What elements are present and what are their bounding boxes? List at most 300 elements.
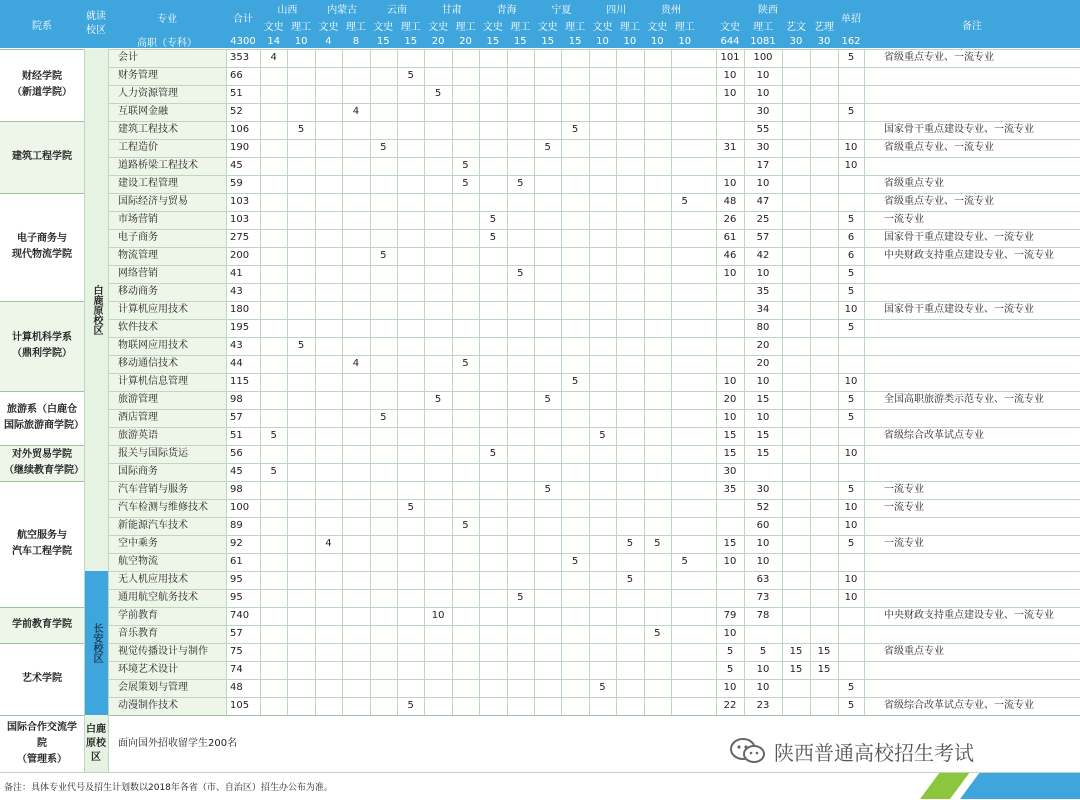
plan-count: 5 bbox=[380, 142, 387, 153]
major-note bbox=[884, 553, 1074, 571]
watermark bbox=[728, 733, 974, 769]
plan-count: 15 bbox=[817, 646, 831, 657]
major-name: 环境艺术设计 bbox=[118, 664, 178, 675]
plan-count: 5 bbox=[847, 484, 855, 495]
total-count: 200 bbox=[230, 250, 250, 261]
header-note: 备注 bbox=[864, 0, 1080, 48]
plan-count: 15 bbox=[756, 430, 770, 441]
header-subject-count: 20 bbox=[424, 34, 451, 48]
plan-count: 5 bbox=[759, 646, 767, 657]
total-count: 103 bbox=[230, 196, 250, 207]
header-subject: 文史 bbox=[424, 17, 451, 34]
campus-label: 白鹿原校区 bbox=[84, 49, 108, 571]
plan-count: 10 bbox=[844, 574, 858, 585]
total-count: 45 bbox=[230, 160, 243, 171]
header-subject-count: 20 bbox=[452, 34, 479, 48]
major-note bbox=[884, 157, 1074, 175]
total-count: 59 bbox=[230, 178, 243, 189]
major-name: 无人机应用技术 bbox=[118, 574, 188, 585]
header-dept: 院系 bbox=[0, 0, 84, 48]
plan-count: 10 bbox=[756, 664, 770, 675]
header-subject: 理工 bbox=[561, 17, 588, 34]
major-note bbox=[884, 337, 1074, 355]
plan-count: 100 bbox=[753, 52, 773, 63]
major-note: 一流专业 bbox=[884, 538, 924, 549]
campus-label: 长安校区 bbox=[84, 571, 108, 715]
plan-count: 5 bbox=[626, 574, 634, 585]
header-province: 内蒙古 bbox=[315, 0, 370, 17]
department-name: 计算机科学系 （鼎利学院） bbox=[12, 332, 72, 359]
table-row bbox=[0, 661, 1080, 679]
wechat-icon bbox=[728, 736, 768, 766]
major-name: 旅游英语 bbox=[118, 430, 158, 441]
table-row bbox=[0, 157, 1080, 175]
plan-count: 10 bbox=[756, 70, 770, 81]
major-note bbox=[884, 589, 1074, 607]
major-note: 国家骨干重点建设专业、一流专业 bbox=[884, 304, 1034, 315]
major-note bbox=[884, 283, 1074, 301]
major-name: 物联网应用技术 bbox=[118, 340, 188, 351]
total-count: 100 bbox=[230, 502, 250, 513]
major-name: 财务管理 bbox=[118, 70, 158, 81]
plan-count: 10 bbox=[756, 178, 770, 189]
plan-count: 5 bbox=[544, 142, 551, 153]
plan-count: 80 bbox=[756, 322, 770, 333]
header-subject: 理工 bbox=[342, 17, 369, 34]
plan-count: 5 bbox=[599, 682, 606, 693]
total-count: 56 bbox=[230, 448, 243, 459]
total-count: 105 bbox=[230, 700, 250, 711]
major-name: 学前教育 bbox=[118, 610, 158, 621]
table-row bbox=[0, 355, 1080, 373]
plan-count: 10 bbox=[723, 376, 737, 387]
department-name: 电子商务与 现代物流学院 bbox=[12, 233, 72, 260]
intl-note: 面向国外招收留学生200名 bbox=[118, 737, 238, 749]
major-note bbox=[884, 445, 1074, 463]
major-name: 物流管理 bbox=[118, 250, 158, 261]
table-row bbox=[0, 67, 1080, 85]
major-name: 空中乘务 bbox=[118, 538, 158, 549]
table-row bbox=[0, 391, 1080, 409]
major-note bbox=[884, 355, 1074, 373]
table-row bbox=[0, 571, 1080, 589]
major-note: 省级重点专业、一流专业 bbox=[884, 142, 994, 153]
plan-count: 15 bbox=[723, 448, 737, 459]
total-count: 92 bbox=[230, 538, 243, 549]
header-subject-count: 15 bbox=[479, 34, 506, 48]
table-row bbox=[0, 103, 1080, 121]
header-province: 宁夏 bbox=[534, 0, 589, 17]
plan-count: 5 bbox=[434, 88, 442, 99]
major-note bbox=[884, 265, 1074, 283]
plan-count: 10 bbox=[723, 70, 737, 81]
plan-count: 30 bbox=[756, 142, 770, 153]
total-count: 52 bbox=[230, 106, 243, 117]
total-count: 353 bbox=[230, 52, 250, 63]
plan-count: 10 bbox=[431, 610, 445, 621]
header-subject-count: 14 bbox=[260, 34, 287, 48]
total-count: 98 bbox=[230, 394, 243, 405]
plan-count: 10 bbox=[756, 268, 770, 279]
header-province: 云南 bbox=[370, 0, 425, 17]
plan-count: 10 bbox=[844, 502, 858, 513]
total-count: 190 bbox=[230, 142, 250, 153]
table-row bbox=[0, 121, 1080, 139]
plan-count: 20 bbox=[756, 358, 770, 369]
plan-count: 10 bbox=[756, 412, 770, 423]
plan-count: 46 bbox=[723, 250, 737, 261]
plan-count: 4 bbox=[325, 538, 332, 549]
total-count: 740 bbox=[230, 610, 250, 621]
header-subject-count: 1081 bbox=[744, 34, 782, 48]
major-name: 国际商务 bbox=[118, 466, 158, 477]
plan-count: 10 bbox=[756, 682, 770, 693]
total-count: 57 bbox=[230, 628, 243, 639]
total-count: 74 bbox=[230, 664, 243, 675]
plan-count: 10 bbox=[723, 178, 737, 189]
total-count: 43 bbox=[230, 286, 243, 297]
plan-count: 10 bbox=[844, 520, 858, 531]
major-note: 国家骨干重点建设专业、一流专业 bbox=[884, 124, 1034, 135]
table-row bbox=[0, 283, 1080, 301]
header-major: 专业 bbox=[108, 0, 226, 34]
intl-campus: 白鹿原校区 bbox=[84, 715, 108, 772]
header-subject-count: 4 bbox=[315, 34, 342, 48]
total-count: 61 bbox=[230, 556, 243, 567]
major-note bbox=[884, 85, 1074, 103]
total-count: 98 bbox=[230, 484, 243, 495]
plan-count: 31 bbox=[723, 142, 737, 153]
plan-count: 5 bbox=[407, 502, 414, 513]
header-total-sub: 4300 bbox=[226, 34, 260, 48]
table-row bbox=[0, 427, 1080, 445]
header-major-sub: 高职（专科） bbox=[108, 34, 226, 48]
major-note: 省级综合改革试点专业、一流专业 bbox=[884, 700, 1034, 711]
plan-count: 10 bbox=[723, 412, 737, 423]
table-row bbox=[0, 265, 1080, 283]
plan-count: 22 bbox=[723, 700, 737, 711]
plan-count: 78 bbox=[756, 610, 770, 621]
header-subject: 文史 bbox=[644, 17, 671, 34]
plan-count: 5 bbox=[847, 538, 855, 549]
table-row bbox=[0, 607, 1080, 625]
plan-count: 5 bbox=[726, 664, 734, 675]
plan-count: 35 bbox=[723, 484, 737, 495]
department-name: 旅游系（白鹿仓 国际旅游商学院） bbox=[4, 404, 84, 431]
major-name: 音乐教育 bbox=[118, 628, 158, 639]
plan-count: 5 bbox=[847, 322, 855, 333]
table-row bbox=[0, 463, 1080, 481]
plan-count: 5 bbox=[847, 52, 855, 63]
plan-count: 6 bbox=[847, 232, 855, 243]
total-count: 44 bbox=[230, 358, 243, 369]
table-row bbox=[0, 301, 1080, 319]
table-row bbox=[0, 535, 1080, 553]
header-province: 贵州 bbox=[644, 0, 699, 17]
table-row bbox=[0, 193, 1080, 211]
plan-count: 48 bbox=[723, 196, 737, 207]
header-subject: 艺理 bbox=[810, 17, 838, 34]
header-subject: 文史 bbox=[589, 17, 616, 34]
department-name: 学前教育学院 bbox=[12, 619, 72, 630]
plan-count: 5 bbox=[407, 700, 414, 711]
header-danzhao-count: 162 bbox=[838, 34, 864, 48]
major-name: 计算机信息管理 bbox=[118, 376, 188, 387]
plan-count: 5 bbox=[489, 214, 497, 225]
header-province: 青海 bbox=[479, 0, 534, 17]
plan-count: 26 bbox=[723, 214, 737, 225]
header-subject-count: 30 bbox=[782, 34, 810, 48]
plan-count: 55 bbox=[756, 124, 770, 135]
table-row bbox=[0, 229, 1080, 247]
major-note: 省级重点专业、一流专业 bbox=[884, 52, 994, 63]
header-subject: 文史 bbox=[479, 17, 506, 34]
header-province: 甘肃 bbox=[424, 0, 479, 17]
header-province: 陕西 bbox=[716, 0, 820, 17]
total-count: 95 bbox=[230, 592, 243, 603]
plan-count: 20 bbox=[756, 340, 770, 351]
plan-count: 79 bbox=[723, 610, 737, 621]
plan-count: 5 bbox=[654, 538, 661, 549]
total-count: 195 bbox=[230, 322, 250, 333]
table-row bbox=[0, 697, 1080, 715]
plan-count: 5 bbox=[297, 124, 305, 135]
major-name: 电子商务 bbox=[118, 232, 158, 243]
major-name: 国际经济与贸易 bbox=[118, 196, 188, 207]
plan-count: 4 bbox=[352, 358, 360, 369]
total-count: 75 bbox=[230, 646, 243, 657]
major-note: 中央财政支持重点建设专业、一流专业 bbox=[884, 610, 1054, 621]
major-name: 汽车检测与维修技术 bbox=[118, 502, 208, 513]
major-name: 航空物流 bbox=[118, 556, 158, 567]
plan-count: 25 bbox=[756, 214, 770, 225]
major-name: 动漫制作技术 bbox=[118, 700, 178, 711]
header-province: 山西 bbox=[260, 0, 315, 17]
table-row bbox=[0, 679, 1080, 697]
plan-count: 10 bbox=[844, 304, 858, 315]
plan-count: 35 bbox=[756, 286, 770, 297]
plan-count: 5 bbox=[847, 268, 855, 279]
plan-count: 30 bbox=[723, 466, 737, 477]
header-total: 合计 bbox=[226, 0, 260, 34]
header-subject: 理工 bbox=[616, 17, 643, 34]
plan-count: 5 bbox=[847, 682, 855, 693]
plan-count: 10 bbox=[756, 538, 770, 549]
header-subject: 理工 bbox=[744, 17, 782, 34]
department-name: 航空服务与 汽车工程学院 bbox=[12, 530, 72, 557]
plan-count: 101 bbox=[720, 52, 740, 63]
major-name: 软件技术 bbox=[118, 322, 158, 333]
major-name: 人力资源管理 bbox=[118, 88, 178, 99]
plan-count: 5 bbox=[517, 268, 524, 279]
total-count: 41 bbox=[230, 268, 243, 279]
header-subject-count: 10 bbox=[616, 34, 643, 48]
plan-count: 5 bbox=[270, 430, 277, 441]
plan-count: 20 bbox=[723, 394, 737, 405]
table-row bbox=[0, 49, 1080, 67]
total-count: 51 bbox=[230, 88, 243, 99]
plan-count: 5 bbox=[489, 448, 497, 459]
plan-count: 10 bbox=[844, 160, 858, 171]
major-note bbox=[884, 679, 1074, 697]
major-name: 视觉传播设计与制作 bbox=[118, 646, 208, 657]
total-count: 51 bbox=[230, 430, 243, 441]
major-name: 建设工程管理 bbox=[118, 178, 178, 189]
major-note bbox=[884, 463, 1074, 481]
header-subject: 艺文 bbox=[782, 17, 810, 34]
table-row bbox=[0, 553, 1080, 571]
header-danzhao: 单招 bbox=[838, 0, 864, 34]
table-row bbox=[0, 499, 1080, 517]
header-subject-count: 15 bbox=[534, 34, 561, 48]
header-subject: 理工 bbox=[452, 17, 479, 34]
plan-count: 10 bbox=[756, 376, 770, 387]
major-note bbox=[884, 517, 1074, 535]
major-name: 网络营销 bbox=[118, 268, 158, 279]
plan-count: 10 bbox=[844, 448, 858, 459]
header-subject-count: 10 bbox=[644, 34, 671, 48]
plan-count: 15 bbox=[817, 664, 831, 675]
footnote: 备注：具体专业代号及招生计划数以2018年各省（市、自治区）招生办公布为准。 bbox=[0, 772, 1080, 800]
major-note bbox=[884, 319, 1074, 337]
major-note bbox=[884, 661, 1074, 679]
plan-count: 47 bbox=[756, 196, 770, 207]
table-row bbox=[0, 319, 1080, 337]
plan-count: 5 bbox=[654, 628, 661, 639]
table-row bbox=[0, 211, 1080, 229]
major-name: 市场营销 bbox=[118, 214, 158, 225]
plan-count: 5 bbox=[847, 286, 855, 297]
major-name: 建筑工程技术 bbox=[118, 124, 178, 135]
major-name: 会计 bbox=[118, 52, 138, 63]
table-row bbox=[0, 85, 1080, 103]
department-name: 财经学院 （新道学院） bbox=[12, 71, 72, 98]
header-subject-count: 15 bbox=[370, 34, 397, 48]
major-note bbox=[884, 103, 1074, 121]
plan-count: 5 bbox=[626, 538, 634, 549]
plan-count: 73 bbox=[756, 592, 770, 603]
header-subject-count: 30 bbox=[810, 34, 838, 48]
table-row bbox=[0, 175, 1080, 193]
header-subject: 文史 bbox=[260, 17, 287, 34]
plan-count: 5 bbox=[462, 358, 469, 369]
plan-count: 5 bbox=[462, 520, 469, 531]
plan-count: 5 bbox=[434, 394, 442, 405]
header-subject-count: 10 bbox=[589, 34, 616, 48]
header-subject: 文史 bbox=[534, 17, 561, 34]
department-name: 对外贸易学院 （继续教育学院） bbox=[4, 449, 84, 476]
total-count: 57 bbox=[230, 412, 243, 423]
major-name: 互联网金融 bbox=[118, 106, 168, 117]
header-subject: 理工 bbox=[287, 17, 314, 34]
major-name: 报关与国际货运 bbox=[118, 448, 188, 459]
table-row bbox=[0, 247, 1080, 265]
header-subject-count: 644 bbox=[716, 34, 744, 48]
total-count: 89 bbox=[230, 520, 243, 531]
plan-count: 4 bbox=[270, 52, 277, 63]
plan-count: 5 bbox=[847, 394, 855, 405]
plan-count: 5 bbox=[847, 412, 855, 423]
plan-count: 57 bbox=[756, 232, 770, 243]
major-note bbox=[884, 409, 1074, 427]
plan-count: 5 bbox=[297, 340, 305, 351]
plan-count: 5 bbox=[571, 376, 579, 387]
plan-count: 6 bbox=[847, 250, 855, 261]
major-note: 中央财政支持重点建设专业、一流专业 bbox=[884, 250, 1054, 261]
table-row bbox=[0, 589, 1080, 607]
total-count: 66 bbox=[230, 70, 243, 81]
plan-count: 4 bbox=[352, 106, 360, 117]
plan-count: 5 bbox=[847, 214, 855, 225]
major-note bbox=[884, 373, 1074, 391]
header-subject-count: 15 bbox=[561, 34, 588, 48]
intl-department: 国际合作交流学院 （管理系） bbox=[7, 721, 77, 765]
plan-count: 5 bbox=[517, 592, 524, 603]
plan-count: 63 bbox=[756, 574, 770, 585]
major-name: 酒店管理 bbox=[118, 412, 158, 423]
major-note bbox=[884, 67, 1074, 85]
total-count: 95 bbox=[230, 574, 243, 585]
plan-count: 10 bbox=[844, 376, 858, 387]
major-name: 工程造价 bbox=[118, 142, 158, 153]
plan-count: 5 bbox=[380, 250, 387, 261]
plan-count: 34 bbox=[756, 304, 770, 315]
major-name: 道路桥梁工程技术 bbox=[118, 160, 198, 171]
total-count: 180 bbox=[230, 304, 250, 315]
total-count: 275 bbox=[230, 232, 250, 243]
plan-count: 15 bbox=[789, 646, 803, 657]
plan-count: 5 bbox=[544, 484, 551, 495]
major-note: 国家骨干重点建设专业、一流专业 bbox=[884, 232, 1034, 243]
header-subject-count: 10 bbox=[287, 34, 314, 48]
plan-count: 60 bbox=[756, 520, 770, 531]
plan-count: 10 bbox=[723, 88, 737, 99]
major-note: 一流专业 bbox=[884, 214, 924, 225]
plan-count: 5 bbox=[571, 556, 579, 567]
plan-count: 5 bbox=[681, 196, 688, 207]
table-row bbox=[0, 481, 1080, 499]
plan-count: 23 bbox=[756, 700, 770, 711]
plan-count: 10 bbox=[844, 142, 858, 153]
major-name: 计算机应用技术 bbox=[118, 304, 188, 315]
header-subject: 文史 bbox=[315, 17, 342, 34]
table-row bbox=[0, 139, 1080, 157]
header-province: 四川 bbox=[589, 0, 644, 17]
plan-count: 5 bbox=[380, 412, 387, 423]
major-note bbox=[884, 625, 1074, 643]
plan-count: 10 bbox=[723, 628, 737, 639]
plan-count: 52 bbox=[756, 502, 770, 513]
header-subject: 文史 bbox=[716, 17, 744, 34]
plan-count: 5 bbox=[270, 466, 277, 477]
header-subject: 理工 bbox=[397, 17, 424, 34]
major-note: 省级综合改革试点专业 bbox=[884, 430, 984, 441]
plan-count: 15 bbox=[789, 664, 803, 675]
major-note: 省级重点专业 bbox=[884, 178, 944, 189]
total-count: 48 bbox=[230, 682, 243, 693]
department-name: 建筑工程学院 bbox=[12, 151, 72, 162]
plan-count: 5 bbox=[489, 232, 497, 243]
plan-count: 30 bbox=[756, 106, 770, 117]
plan-count: 10 bbox=[723, 556, 737, 567]
plan-count: 42 bbox=[756, 250, 770, 261]
major-name: 新能源汽车技术 bbox=[118, 520, 188, 531]
major-name: 汽车营销与服务 bbox=[118, 484, 188, 495]
plan-count: 5 bbox=[544, 394, 551, 405]
plan-count: 10 bbox=[756, 556, 770, 567]
plan-count: 17 bbox=[756, 160, 770, 171]
header-subject-count: 15 bbox=[507, 34, 534, 48]
